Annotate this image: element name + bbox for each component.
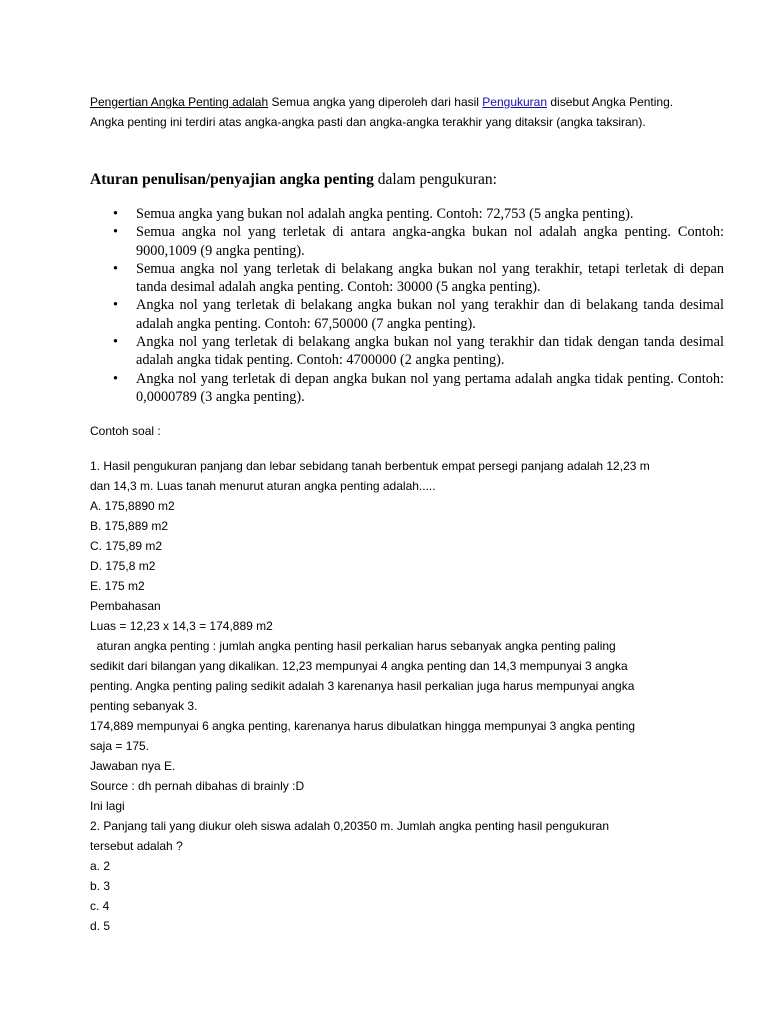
example-line: D. 175,8 m2 [90,559,156,573]
examples-body [90,456,690,936]
example-line: saja = 175. [90,739,150,753]
example-line: b. 3 [90,879,111,893]
example-line: 174,889 mempunyai 6 angka penting, karenanya harus dibulatkan hingga mempunyai 3 angka penting [90,719,636,733]
example-line: sedikit dari bilangan yang dikalikan. 12,23 mempunyai 4 angka penting dan 14,3 mempunyai 3 angka [90,659,628,673]
example-line: A. 175,8890 m2 [90,499,175,513]
example-line: Jawaban nya E. [90,759,176,773]
example-line: 2. Panjang tali yang diukur oleh siswa adalah 0,20350 m. Jumlah angka penting hasil pengukuran [90,819,610,833]
example-line: C. 175,89 m2 [90,539,163,553]
example-line: d. 5 [90,919,111,933]
example-line: penting. Angka penting paling sedikit adalah 3 karenanya hasil perkalian juga harus mempunyai angka [90,679,635,693]
intro-paragraph [90,92,680,132]
example-line: c. 4 [90,899,110,913]
rules-heading-rest: dalam pengukuran: [373,171,497,188]
example-line: aturan angka penting : jumlah angka penting hasil perkalian harus sebanyak angka penting paling [90,639,616,653]
example-line: tersebut adalah ? [90,839,183,853]
example-line: a. 2 [90,859,111,873]
example-line: B. 175,889 m2 [90,519,169,533]
rules-list [90,205,724,406]
intro-term: Pengertian Angka Penting adalah [90,95,269,109]
rule-item: • Semua angka nol yang terletak di belakang angka bukan nol yang terakhir, tetapi terletak di depan tanda desimal adalah angka penting. Contoh: 30000 (5 angka penting). [136,260,724,297]
example-line: E. 175 m2 [90,579,145,593]
rule-item: • Angka nol yang terletak di belakang angka bukan nol yang terakhir dan di belakang tanda desimal adalah angka penting. Contoh: 67,50000 (7 angka penting). [136,296,724,333]
rules-heading [90,170,690,190]
example-line: penting sebanyak 3. [90,699,198,713]
intro-text-before: Semua angka yang diperoleh dari hasil [268,95,483,109]
example-line: 1. Hasil pengukuran panjang dan lebar sebidang tanah berbentuk empat persegi panjang adalah 12,23 m [90,459,650,473]
example-line: Luas = 12,23 x 14,3 = 174,889 m2 [90,619,273,633]
rules-heading-bold: Aturan penulisan/penyajian angka penting [90,171,374,188]
example-line: Source : dh pernah dibahas di brainly :D [90,779,305,793]
example-line: Ini lagi [90,799,125,813]
example-line: dan 14,3 m. Luas tanah menurut aturan angka penting adalah..... [90,479,436,493]
examples-heading: Contoh soal : [90,424,161,438]
rule-item: • Angka nol yang terletak di depan angka bukan nol yang pertama adalah angka tidak penting. Contoh: 0,0000789 (3 angka penting). [136,370,724,407]
rule-item: • Semua angka nol yang terletak di antara angka-angka bukan nol adalah angka penting. Contoh: 9000,1009 (9 angka penting). [136,223,724,260]
rule-item: • Semua angka yang bukan nol adalah angka penting. Contoh: 72,753 (5 angka penting). [136,205,724,223]
pengukuran-link[interactable]: Pengukuran [482,95,548,109]
intro-text-after: disebut Angka Penting. Angka penting ini terdiri atas angka-angka pasti dan angka-angka terakhir yang ditaksir (angka taksiran). [90,95,674,129]
rule-item: • Angka nol yang terletak di belakang angka bukan nol yang terakhir dan tidak dengan tanda desimal adalah angka tidak penting. Contoh: 4700000 (2 angka penting). [136,333,724,370]
example-line: Pembahasan [90,599,161,613]
